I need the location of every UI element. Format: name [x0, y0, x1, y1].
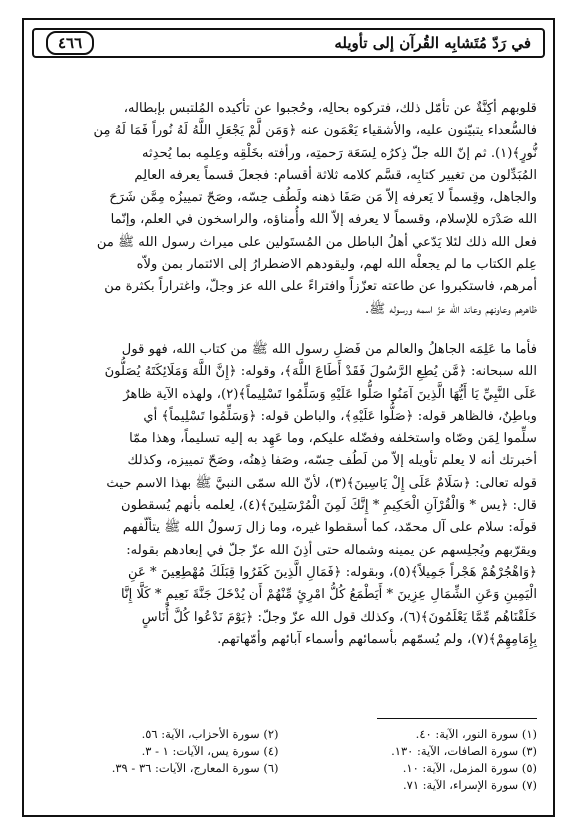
text-line: أخبرتك أنه لا يعلم تأويله إلاّ من لَطُف حِسّه، وصَفا ذِهنُه، وصَحّ تمييزه، وكذلك	[127, 453, 537, 469]
paragraph-1	[40, 98, 537, 321]
text-line: سلِّموا لِمَن وصّاه واستخلفه وفضّله عليكم، وما عَهِد به إليه تسليماً، وهذا ممّا	[129, 431, 537, 447]
text-line: قال: ﴿يس * وَالْقُرْآنِ الْحَكِيمِ * إِنَّكَ لَمِنَ الْمُرْسَلِينَ﴾(٤)، لِعلمه بأنهم يُسقطون	[120, 498, 537, 514]
text-line: بِإِمَامِهِمْ﴾(٧)، ولم يُسمّهم بأسمائهم وأسماء آبائهم وأمّهاتهم.	[217, 631, 537, 647]
header-title: في رَدّ مُتَشابِه القُرآن إلى تأويله	[334, 34, 531, 52]
page-number: ٤٦٦	[46, 31, 94, 55]
paragraph-2	[40, 339, 537, 651]
footnote-separator	[377, 718, 537, 719]
text-line: الله سبحانه: ﴿مَّن يُطِعِ الرَّسُولَ فَقَدْ أَطَاعَ اللَّهَ﴾، وقوله: ﴿إِنَّ اللَّهَ وَمَلَائِكَتَهُ يُصَلُّونَ	[104, 364, 537, 380]
footnote: (٦) سورة المعارج، الآيات: ٣٦ - ٣٩.	[111, 761, 279, 775]
text-line: والجاهل، وقِسماً لا يَعرفه إلاّ مَن صَفَا ذهنه ولَطُف حِسّه، وصَحّ تمييزُه مِمَّن شَرَحَ	[109, 190, 537, 206]
text-line: خَلَقْنَاهُم مِّمَّا يَعْلَمُونَ﴾(٦)، وكذلك قول الله عزّ وجلّ: ﴿يَوْمَ نَدْعُوا كُلَّ أُنَاسٍ	[141, 609, 537, 625]
footnote: (٤) سورة يس، الآيات: ١ - ٣.	[141, 744, 279, 758]
text-line: فالسُّعداء يتبيّنون عليه، والأشقياء يَعْمَون عنه ﴿وَمَن لَّمْ يَجْعَلِ اللَّهُ لَهُ نُوراً فَمَا لَهُ مِن	[93, 123, 537, 139]
footnote: (١) سورة النور، الآية: ٤٠.	[415, 727, 537, 741]
footnote: (٢) سورة الأحزاب، الآية: ٥٦.	[141, 727, 279, 741]
text-line: الله صَدْرَه للإسلام، وقسماً لا يعرفه إلاّ الله وأُمناؤه، والراسخون في العلم، وإنّما	[110, 212, 537, 228]
footnotes	[40, 726, 537, 794]
text-line: عِلم الكتاب ما لم يجعلْه الله لهم، وليقودهم الاضطرارُ إلى الائتمار بمن ولاّه	[136, 257, 537, 273]
footnote: (٣) سورة الصافات، الآية: ١٣٠.	[391, 744, 537, 758]
running-header	[32, 28, 545, 58]
text-line: قولَه: سلام على آل محمّد، كما أسقطوا غيره، وما زال رَسولُ الله ﷺ يتألّفهم	[122, 520, 537, 536]
text-line: المُبَدِّلون من تغيير كتابِه، قسَّم كلامه ثلاثة أقسام: فجعلَ قسماً يعرفه العالِم	[134, 167, 537, 183]
text-line: قوله تعالى: ﴿سَلَامٌ عَلَى إِلْ يَاسِينَ﴾(٣)، لأنّ الله سمّى النبيَّ ﷺ بهذا الاسم حيث	[106, 475, 537, 491]
text-line: الْيَمِينِ وَعَنِ الشِّمَالِ عِزِينَ * أَيَطْمَعُ كُلُّ امْرِئٍ مِّنْهُمْ أَن يُدْخَلَ جَنَّةَ نَعِيمٍ * كَلَّا إِنَّا	[120, 587, 537, 603]
main-text	[40, 70, 537, 651]
footnote: (٧) سورة الإسراء، الآية: ٧١.	[402, 778, 537, 792]
text-line: ﴿وَاهْجُرْهُمْ هَجْراً جَمِيلاً﴾(٥)، وبقوله: ﴿فَمَالِ الَّذِينَ كَفَرُوا قِبَلَكَ مُهْطِعِينَ * عَنِ	[127, 564, 537, 580]
book-page	[22, 18, 555, 817]
text-line: ظاهرهم وعاونهم وعاند الله عزّ اسمه ورسوله ﷺ.	[365, 301, 537, 317]
text-line: ويقرّبهم ويُجلِسهم عن يمينه وشماله حتى أذِنَ الله عزّ جلّ في إبعادهم بقوله:	[126, 542, 537, 558]
text-line: نُّورٍ﴾(١). ثم إنّ الله جلّ ذِكرُه لِسَعَة رَحمتِه، ورأفته بخَلْقِه وعِلمِه بما يُحدِثه	[141, 145, 537, 161]
text-line: قلوبهم أكِنَّةٌ عن تأمّل ذلك، فتركوه بحالِه، وحُجبوا عن تأكيده المُلتبس بإبطاله،	[123, 101, 537, 116]
text-line: وباطِنٌ، فالظاهر قوله: ﴿صَلُّوا عَلَيْهِ﴾، والباطن قوله: ﴿وَسَلِّمُوا تَسْلِيماً﴾ أي	[143, 408, 537, 424]
footnote: (٥) سورة المزمل، الآية: ١٠.	[402, 761, 537, 775]
text-line: أمرهم، فاستكبروا عن طاعته تعزّزاً وافتراءً على الله عز وجلّ، واغتراراً بكثرة من	[104, 279, 537, 295]
text-line: عَلَى النَّبِيِّ يَا أَيُّهَا الَّذِينَ آمَنُوا صَلُّوا عَلَيْهِ وَسَلِّمُوا تَسْلِيماً﴾(٢)، ولهذه الآية ظاهرٌ	[123, 386, 537, 402]
text-line: فأما ما عَلِمَه الجاهلُ والعالم من فَضلِ رسول الله ﷺ من كتاب الله، فهو قول	[121, 341, 537, 357]
text-line: فعل الله ذلك لئلا يَدّعي أهلُ الباطل من المُستَولين على ميراث رسول الله ﷺ من	[96, 234, 537, 250]
